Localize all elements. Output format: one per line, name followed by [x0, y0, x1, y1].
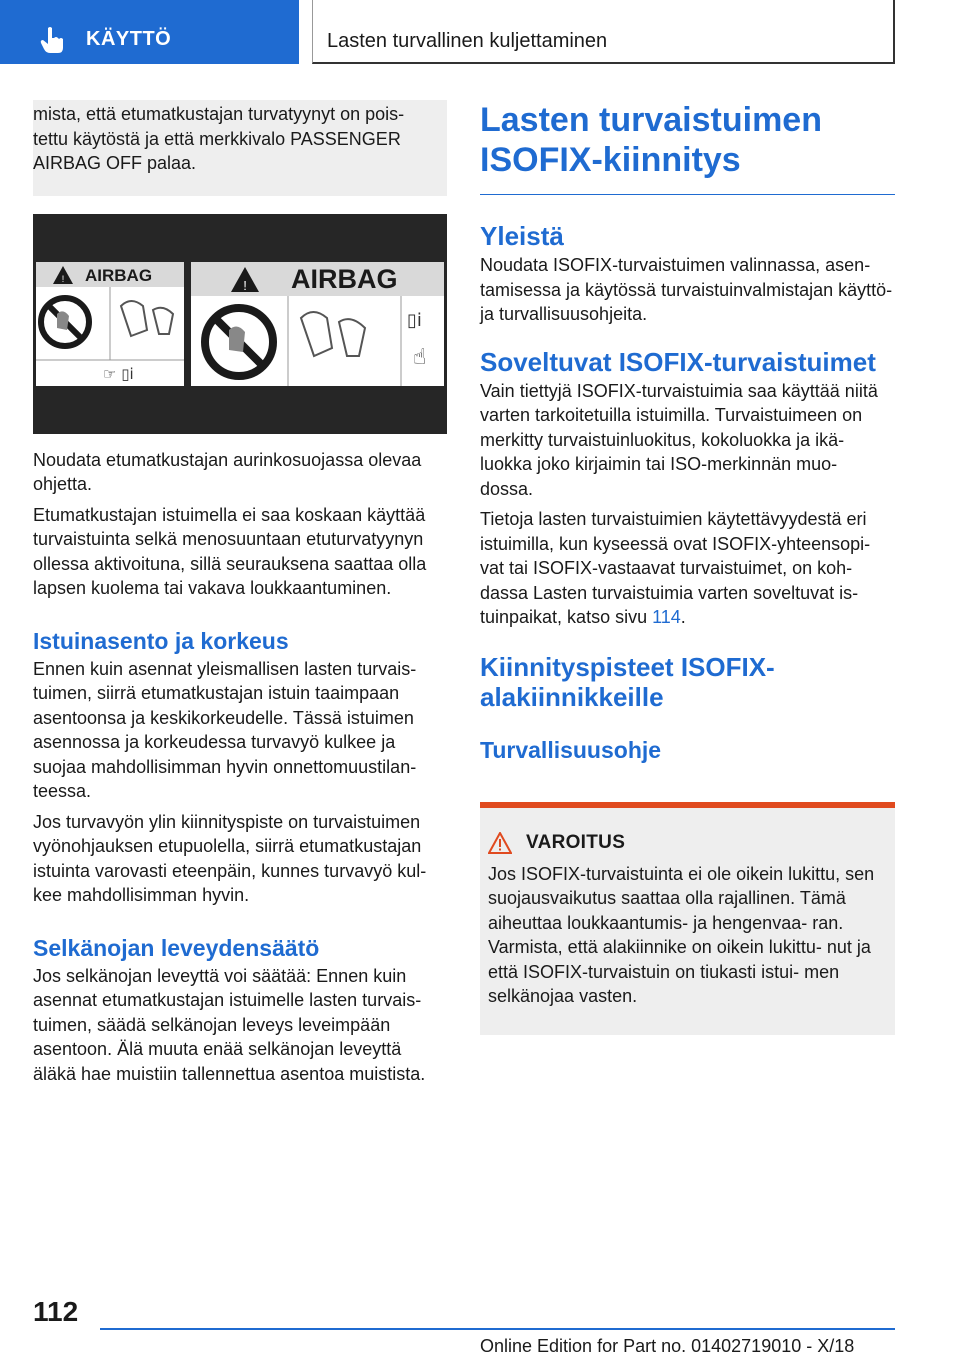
svg-text:!: ! [243, 277, 247, 293]
heading-rule [480, 194, 895, 195]
section-tab-label: KÄYTTÖ [86, 28, 172, 50]
warning-text: Jos ISOFIX-turvaistuinta ei ole oikein lukittu, sen suojausvaikutus saattaa olla rajallinen. Tämä aiheuttaa loukkaantumis- ja hengenvaa- ran. Varmista, että alakiinnike on oikein lukittu- nut ja että ISOFIX-turvaistuin on tiukasti istui- men selkänojaa vasten. [488, 863, 875, 1006]
intro-text: mista, että etumatkustajan turvatyynyt on pois- tettu käytöstä ja että merkkivalo PASSENGER AIRBAG OFF palaa. [33, 104, 405, 173]
paragraph: Noudata etumatkustajan aurinkosuojassa olevaa ohjetta. [33, 449, 422, 494]
heading-seat-position: Istuinasento ja korkeus [33, 627, 289, 654]
paragraph: Tietoja lasten turvaistuimien käytettävyydestä eri istuimilla, kun kyseessä ovat ISOFIX-yhteensopi- vat tai ISOFIX-vastaavat turvaistuimet, on koh- dassa Lasten turvaistuimia varten soveltuvat is- tuinpaikat, katso sivu 114. [480, 509, 871, 627]
paragraph: Ennen kuin asennat yleismallisen lasten turvais- tuimen, siirrä etumatkustajan istuin taaimpaan asentoonsa ja keskikorkeudelle. Tässä istuimen asennossa ja korkeudessa turvavyö kulkee ja suojaa mahdollisimman hyvin onnettomuustilan- teessa. [33, 658, 417, 801]
warning-title: VAROITUS [526, 831, 626, 853]
svg-text:!: ! [61, 273, 65, 284]
section-tab[interactable] [0, 0, 299, 64]
airbag-label-image [33, 214, 447, 434]
page-link[interactable]: 114 [652, 607, 681, 627]
warning-icon [488, 832, 512, 854]
section-heading-isofix: Lasten turvaistuimen ISOFIX-kiinnitys [480, 101, 822, 179]
paragraph: Vain tiettyjä ISOFIX-turvaistuimia saa käyttää niitä varten tarkoitetuilla istuimilla. Turvaistuimeen on merkitty turvaistuinluokitus, kokoluokka ja ikä- luokka joko kirjaimin tai ISO-merkinnän muo- dossa. [480, 380, 878, 499]
heading-anchor-points: Kiinnityspisteet ISOFIX-alakiinnikkeille [480, 651, 775, 712]
chapter-header [312, 0, 895, 64]
page-number: 112 [33, 1296, 79, 1327]
heading-suitable-seats: Soveltuvat ISOFIX-turvaistuimet [480, 346, 876, 377]
edition-note: Online Edition for Part no. 01402719010 - X/18 [480, 1336, 855, 1356]
heading-safety-note: Turvallisuusohje [480, 736, 662, 763]
paragraph: Jos turvavyön ylin kiinnityspiste on turvaistuimen vyönohjauksen etupuolella, siirrä etumatkustajan istuinta varovasti eteenpäin, kunnes turvavyö kul- kee mahdollisimman hyvin. [33, 811, 427, 905]
hand-pointer-icon [40, 26, 66, 54]
airbag-warning-figure [33, 214, 447, 434]
heading-general: Yleistä [480, 221, 564, 251]
manual-large-icon: ▯ⅰ [407, 309, 422, 331]
airbag-small-label: AIRBAG [85, 265, 153, 285]
footer-rule [100, 1328, 895, 1330]
heading-backrest-width: Selkänojan leveydensäätö [33, 934, 320, 961]
paragraph: Jos selkänojan leveyttä voi säätää: Ennen kuin asennat etumatkustajan istuimelle lasten turvais- tuimen, säädä selkänojan leveys leveimpään asentoon. Älä muuta enää selkänojan leveyttä äläkä hae muistiin tallennettua asentoa muistista. [33, 965, 426, 1084]
right-column [480, 100, 895, 1035]
manual-icon: ☞ ▯ⅰ [103, 364, 134, 383]
warning-box [480, 802, 895, 1035]
hand-up-icon: ☝ [413, 344, 427, 370]
airbag-large-label: AIRBAG [291, 263, 398, 294]
paragraph: Etumatkustajan istuimella ei saa koskaan käyttää turvaistuinta selkä menosuuntaan etuturvatyynyn ollessa aktivoituna, sillä seurauksena saattaa olla lapsen kuolema tai vakava loukkaantuminen. [33, 504, 427, 598]
left-column [33, 100, 447, 1086]
paragraph: Noudata ISOFIX-turvaistuimen valinnassa, asen- tamisessa ja käytössä turvaistuinvalmistajan käyttö- ja turvallisuusohjeita. [480, 255, 893, 324]
chapter-title: Lasten turvallinen kuljettaminen [327, 30, 608, 52]
intro-box [33, 100, 447, 196]
